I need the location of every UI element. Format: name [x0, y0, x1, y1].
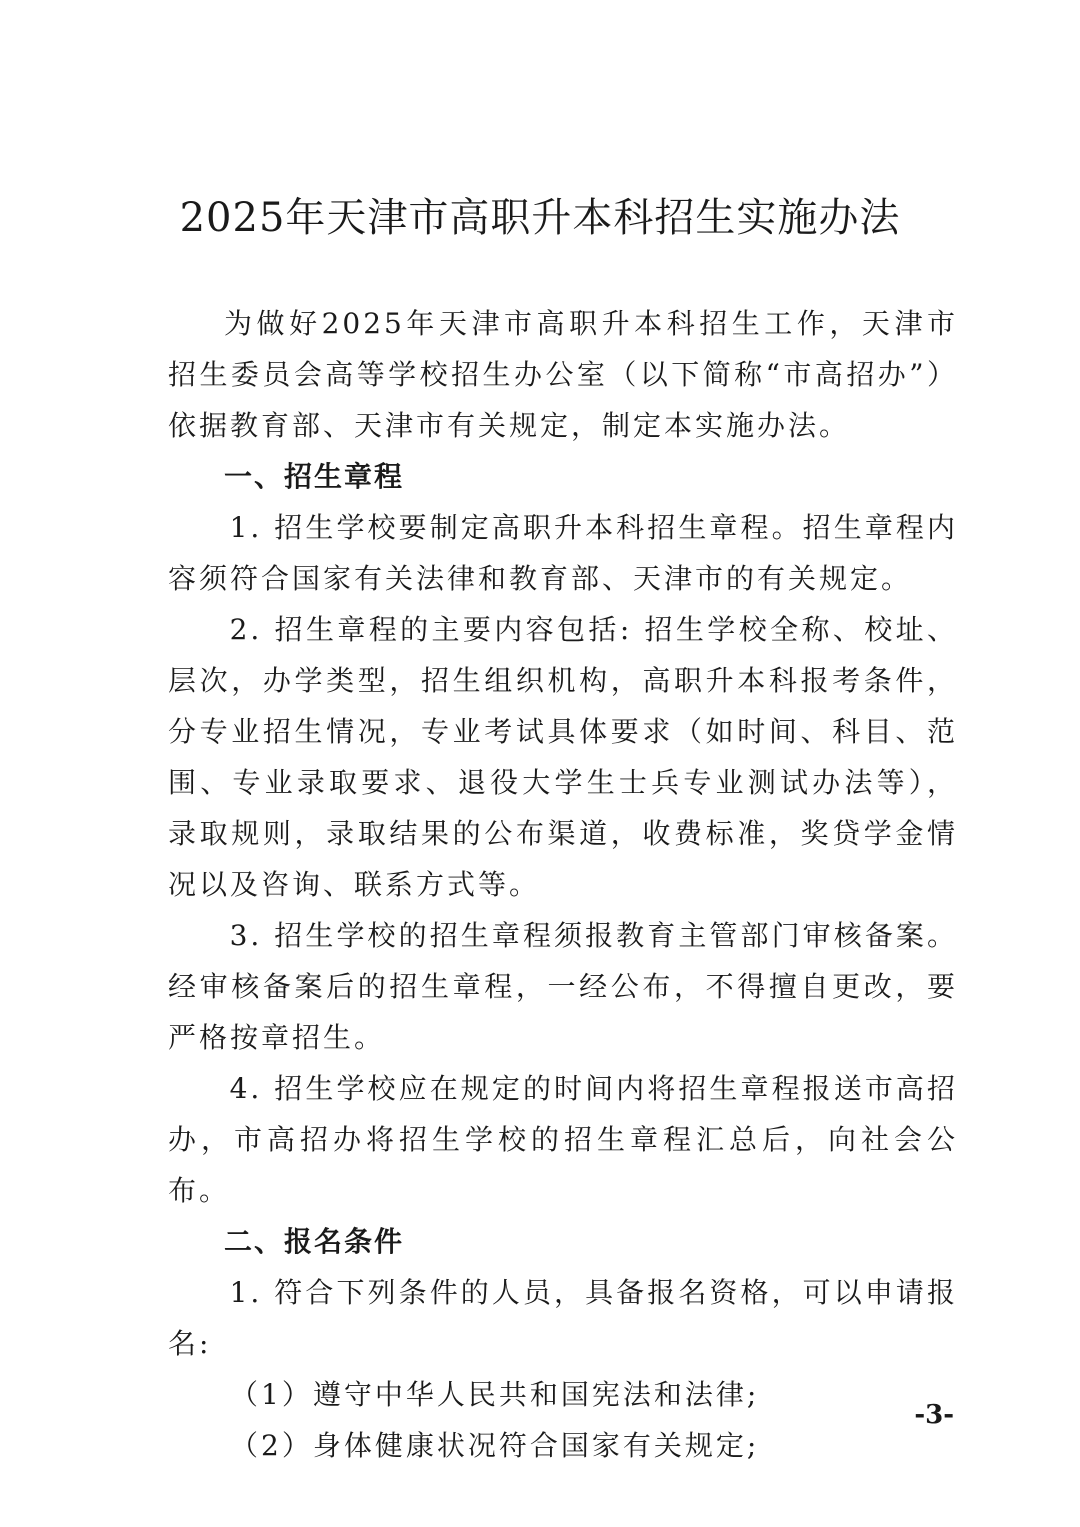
- section-heading-eligibility: 二、报名条件: [224, 1225, 405, 1258]
- charter-paragraph-3: 3. 招生学校的招生章程须报教育主管部门审核备案。经审核备案后的招生章程，一经公布，不得擅自更改，要严格按章招生。: [168, 919, 958, 1054]
- charter-paragraph-4: 4. 招生学校应在规定的时间内将招生章程报送市高招办，市高招办将招生学校的招生章程汇总后，向社会公布。: [168, 1072, 958, 1207]
- intro-paragraph: 为做好2025年天津市高职升本科招生工作，天津市招生委员会高等学校招生办公室（以下简称“市高招办”）依据教育部、天津市有关规定，制定本实施办法。: [168, 307, 958, 442]
- document-title: 2025年天津市高职升本科招生实施办法: [179, 195, 901, 241]
- page-number: -3-: [914, 1400, 954, 1430]
- section-heading-charter: 一、招生章程: [224, 460, 405, 493]
- charter-paragraph-1: 1. 招生学校要制定高职升本科招生章程。招生章程内容须符合国家有关法律和教育部、天津市的有关规定。: [168, 511, 958, 595]
- eligibility-paragraph-1: 1. 符合下列条件的人员，具备报名资格，可以申请报名:: [168, 1276, 958, 1360]
- eligibility-subitem-1: （1）遵守中华人民共和国宪法和法律;: [230, 1378, 760, 1411]
- document-body: [168, 298, 958, 1471]
- eligibility-subitem-2: （2）身体健康状况符合国家有关规定;: [230, 1429, 760, 1462]
- charter-paragraph-2: 2. 招生章程的主要内容包括: 招生学校全称、校址、层次，办学类型，招生组织机构，高职升本科报考条件，分专业招生情况，专业考试具体要求（如时间、科目、范围、专业录取要求、退役大学生士兵专业测试办法等），录取规则，录取结果的公布渠道，收费标准，奖贷学金情况以及咨询、联系方式等。: [168, 613, 958, 901]
